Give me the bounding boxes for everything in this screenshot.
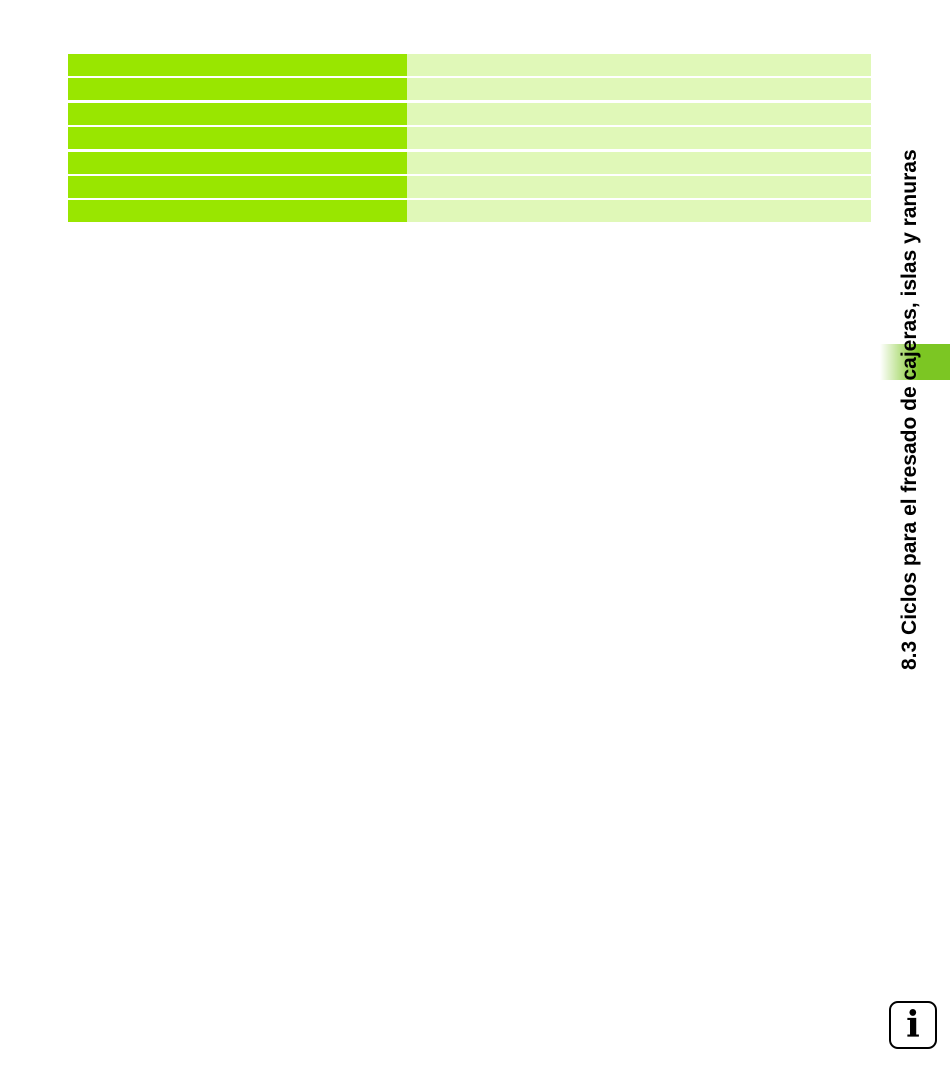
info-icon[interactable] (889, 1001, 937, 1049)
table-cell-parameter (68, 127, 407, 149)
table-cell-description (407, 176, 871, 198)
info-icon-glyph: i (906, 1004, 920, 1046)
table-cell-parameter (68, 152, 407, 174)
table-cell-description (407, 78, 871, 100)
table-row (68, 127, 871, 149)
table-cell-description (407, 127, 871, 149)
table-cell-description (407, 54, 871, 76)
table-cell-description (407, 103, 871, 125)
table-cell-description (407, 200, 871, 222)
table-cell-parameter (68, 78, 407, 100)
table-cell-parameter (68, 176, 407, 198)
table-row (68, 78, 871, 100)
table-row (68, 176, 871, 198)
table-cell-parameter (68, 200, 407, 222)
table-row (68, 200, 871, 222)
chapter-title: 8.3 Ciclos para el fresado de cajeras, islas y ranuras (898, 149, 921, 670)
table-row (68, 54, 871, 76)
table-row (68, 152, 871, 174)
table-cell-description (407, 152, 871, 174)
table-row (68, 103, 871, 125)
table-cell-parameter (68, 103, 407, 125)
table-cell-parameter (68, 54, 407, 76)
parameter-table (68, 54, 871, 225)
